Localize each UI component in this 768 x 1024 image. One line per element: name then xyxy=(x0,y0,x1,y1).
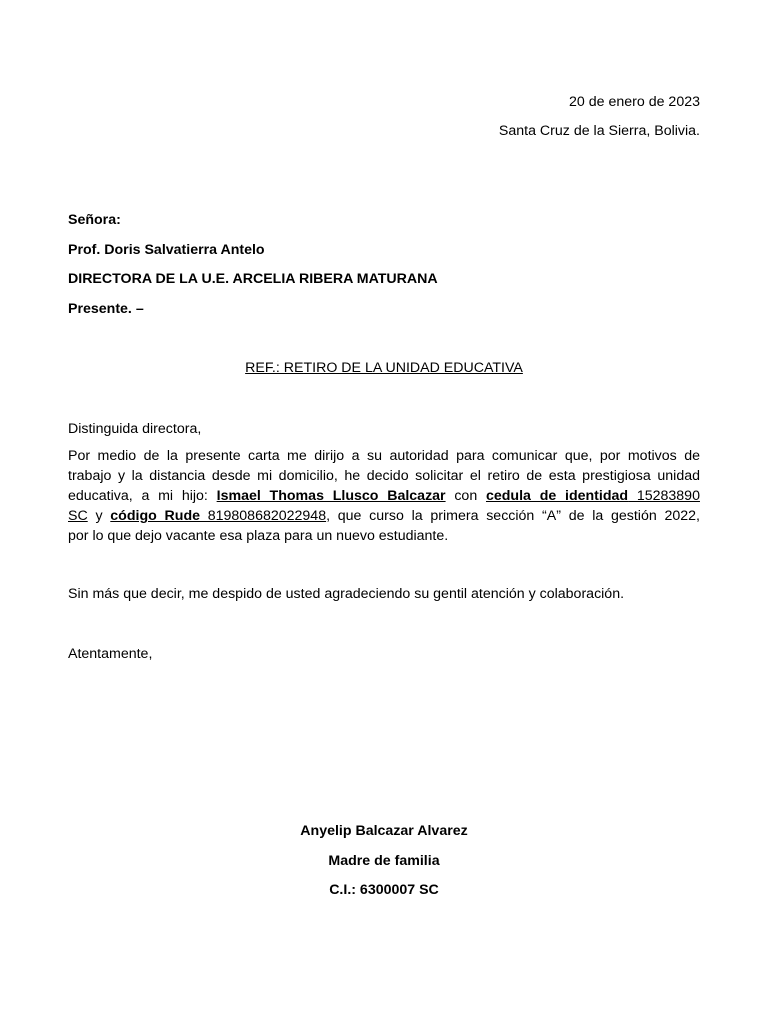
body-paragraph xyxy=(68,446,700,546)
body-line-1: Por medio de la presente carta me dirijo a su autoridad para comunicar que, por motivos de xyxy=(68,448,700,464)
body-line-4-post: , que curso la primera sección “A” de la gestión 2022, xyxy=(326,508,700,524)
ci-label: cedula de identidad xyxy=(485,488,629,504)
rude-label: código Rude xyxy=(110,508,200,524)
body-line-5: por lo que dejo vacante esa plaza para un nuevo estudiante. xyxy=(68,528,449,544)
student-name: Ismael Thomas Llusco Balcazar xyxy=(216,488,446,504)
reference-line xyxy=(0,359,768,377)
closing-sentence: Sin más que decir, me despido de usted agradeciendo su gentil atención y colaboración. xyxy=(68,586,625,602)
ci-value-part1: 15283890 xyxy=(628,488,700,504)
signature-name: Anyelip Balcazar Alvarez xyxy=(300,823,468,839)
greeting: Distinguida directora, xyxy=(68,421,202,437)
letter-place: Santa Cruz de la Sierra, Bolivia. xyxy=(498,123,700,139)
body-line-3-mid: con xyxy=(445,488,486,504)
body-line-3 xyxy=(68,486,700,506)
recipient-presente: Presente. – xyxy=(68,301,144,317)
rude-value: 819808682022948 xyxy=(200,508,327,524)
body-line-2: trabajo y la distancia desde mi domicilio, he decido solicitar el retiro de esta prestigiosa unidad xyxy=(68,468,700,484)
body-line-4 xyxy=(68,506,700,526)
body-line-3-pre: educativa, a mi hijo: xyxy=(68,488,217,504)
signature-ci: C.I.: 6300007 SC xyxy=(329,882,439,898)
signature-role: Madre de familia xyxy=(328,853,440,869)
recipient-title: DIRECTORA DE LA U.E. ARCELIA RIBERA MATURANA xyxy=(68,271,438,287)
recipient-name: Prof. Doris Salvatierra Antelo xyxy=(68,242,265,258)
body-line-4-mid: y xyxy=(87,508,111,524)
reference-text: REF.: RETIRO DE LA UNIDAD EDUCATIVA xyxy=(245,360,523,376)
recipient-salutation: Señora: xyxy=(68,212,121,228)
letter-date: 20 de enero de 2023 xyxy=(569,94,700,110)
valediction: Atentamente, xyxy=(68,646,153,662)
ci-value-part2: SC xyxy=(68,508,88,524)
